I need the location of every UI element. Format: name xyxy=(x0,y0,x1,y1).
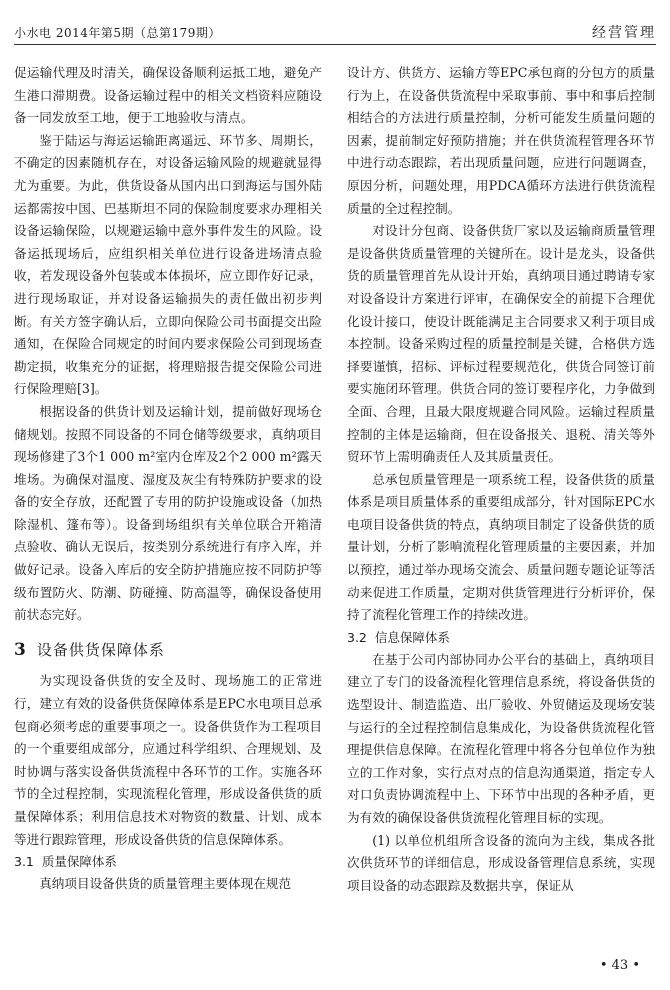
subsection-number: 3.2 xyxy=(347,629,367,645)
paragraph: 在基于公司内部协同办公平台的基础上，真纳项目建立了专门的设备流程化管理信息系统，将设备供货的选型设计、制造监造、出厂验收、外贸储运及现场安装与运行的全过程控制信息集成化，为设备供货流程化管理提供信息保障。在流程化管理中将各分包单位作为独立的工作对象，实行点对点的信息沟通渠道，指定专人对口负责协调流程中上、下环节中出现的各种矛盾，更为有效的确保设备供货流程化管理目标的实现。 xyxy=(347,651,655,825)
right-column xyxy=(347,62,655,897)
paragraph: 促运输代理及时清关，确保设备顺利运抵工地，避免产生港口滞期费。设备运输过程中的相关文档资料应随设备一同发放至工地，便于工地验收与清点。 xyxy=(14,65,322,126)
page-number: • 43 • xyxy=(599,958,640,973)
subsection-number: 3.1 xyxy=(14,854,34,870)
section-heading xyxy=(14,639,322,662)
subsection-title: 信息保障体系 xyxy=(374,629,450,645)
paragraph: 总承包质量管理是一项系统工程，设备供货的质量体系是项目质量体系的重要组成部分，针对国际EPC水电项目设备供货的特点，真纳项目制定了设备供货的质量计划，分析了影响流程化管理质量的主要因素，并加以预控，通过举办现场交流会、质量问题专题论证等活动来促进工作质量，定期对供货管理进行分析评价，保持了流程化管理工作的持续改进。 xyxy=(347,471,655,623)
paragraph: 根据设备的供货计划及运输计划，提前做好现场仓储规划。按照不同设备的不同仓储等级要求，真纳项目现场修建了3个1 000 m²室内仓库及2个2 000 m²露天堆场。为确保对温度、湿度及灰尘有特殊防护要求的设备的安全存放，还配置了专用的防护设施或设备（加热除湿机、篷布等）。设备到场组织有关单位联合开箱清点验收、确认无误后，按类别分系统进行有序入库，并做好记录。设备入库后的安全防护措施应按不同防护等级布置防火、防潮、防碰撞、防高温等，确保设备使用前状态完好。 xyxy=(14,403,322,623)
paragraph: (1) 以单位机组所含设备的流向为主线，集成各批次供货环节的详细信息，形成设备管理信息系统，实现项目设备的动态跟踪及数据共享，保证从 xyxy=(347,832,655,893)
section-name: 经营管理 xyxy=(592,25,656,41)
subsection-heading xyxy=(347,627,655,649)
paragraph: 对设计分包商、设备供货厂家以及运输商质量管理是设备供货质量管理的关键所在。设计是龙头，设备供货的质量管理首先从设计开始，真纳项目通过聘请专家对设备设计方案进行评审，在确保安全的前提下合理优化设计接口，使设计既能满足主合同要求又利于项目成本控制。设备采购过程的质量控制是关键，合格供方选择要谨慎，招标、评标过程要规范化，供货合同签订前要实施闭环管理。供货合同的签订要程序化，力争做到全面、合理，且最大限度规避合同风险。运输过程质量控制的主体是运输商，但在设备报关、退税、清关等外贸环节上需明确责任人及其质量责任。 xyxy=(347,223,655,465)
left-column xyxy=(14,62,322,896)
section-number: 3 xyxy=(14,639,27,660)
paragraph: 设计方、供货方、运输方等EPC承包商的分包方的质量行为上，在设备供货流程中采取事前、事中和事后控制相结合的方法进行质量控制，分析可能发生质量问题的因素，提前制定好预防措施；并在供货流程管理各环节中进行动态跟踪，若出现质量问题，应进行问题调查，原因分析，问题处理，用PDCA循环方法进行供货流程质量的全过程控制。 xyxy=(347,65,655,216)
journal-info: 小水电 2014年第5期（总第179期） xyxy=(14,26,221,40)
subsection-heading xyxy=(14,851,322,873)
paragraph: 鉴于陆运与海运运输距离遥远、环节多、周期长，不确定的因素随机存在，对设备运输风险的规避就显得尤为重要。为此，供货设备从国内出口到海运与国外陆运都需按中国、巴基斯坦不同的保险制度要求办理相关设备运输保险，以规避运输中意外事件发生的风险。设备运抵现场后，应组织相关单位进行设备进场清点验收，若发现设备外包装或本体损坏，应立即作好记录，进行现场取证，并对设备运输损失的责任做出初步判断。有关方签字确认后，立即向保险公司书面提交出险通知，在保险合同规定的时间内要求保险公司到现场查勘定损，收集充分的证据，将理赔报告提交保险公司进行保险理赔[3]。 xyxy=(14,132,322,397)
page-header xyxy=(14,22,656,45)
section-title: 设备供货保障体系 xyxy=(36,640,165,659)
paragraph: 真纳项目设备供货的质量管理主要体现在规范 xyxy=(39,876,292,892)
paragraph: 为实现设备供货的安全及时、现场施工的正常进行，建立有效的设备供货保障体系是EPC水电项目总承包商必须考虑的重要事项之一。设备供货作为工程项目的一个重要组成部分，应通过科学组织、合理规划、及时协调与落实设备供货流程中各环节的工作。实施各环节的全过程控制，实现流程化管理，形成设备供货的质量保障体系；利用信息技术对物资的数量、计划、成本等进行跟踪管理，形成设备供货的信息保障体系。 xyxy=(14,673,322,847)
subsection-title: 质量保障体系 xyxy=(41,854,117,870)
